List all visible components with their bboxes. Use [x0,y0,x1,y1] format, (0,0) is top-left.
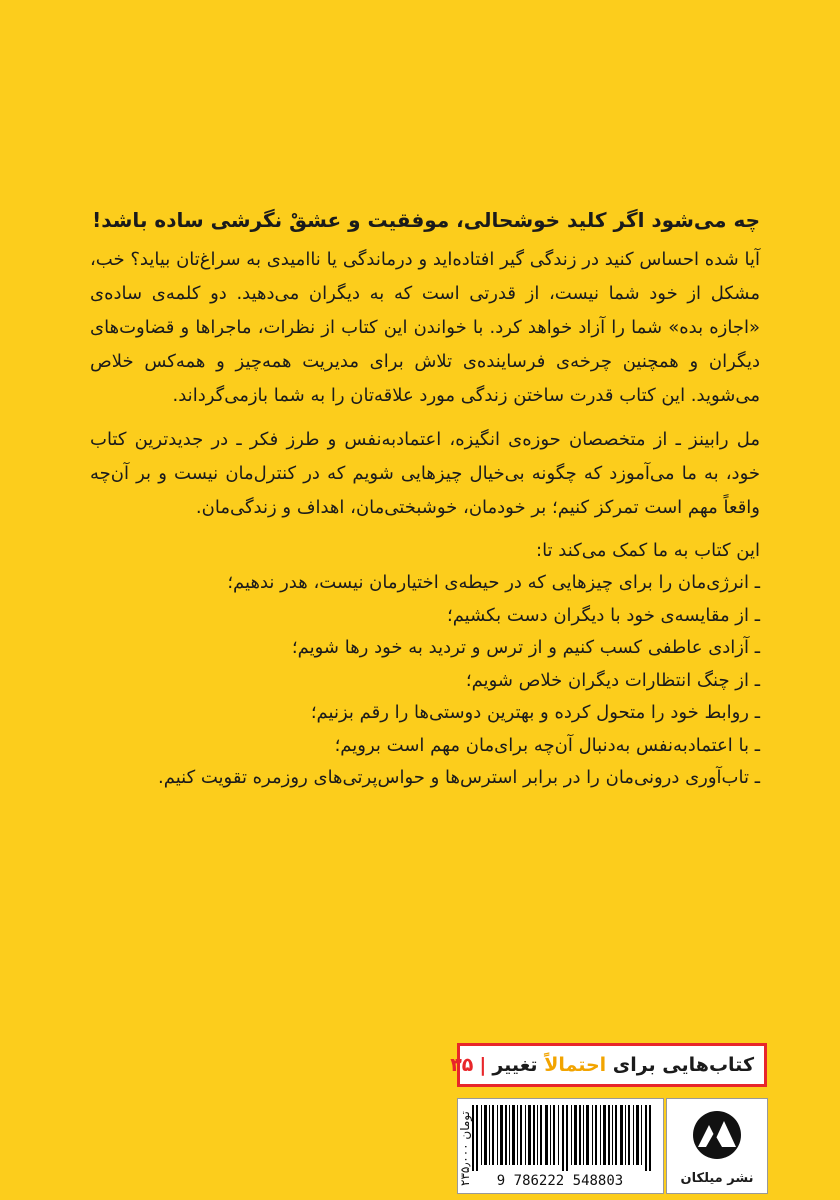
barcode-bars [472,1105,657,1171]
back-cover-text [90,205,760,795]
barcode-number: 9 786222 548803 [496,1173,624,1189]
barcode [457,1098,664,1194]
series-accent: احتمالاً [544,1054,607,1076]
headline: چه می‌شود اگر کلید خوشحالی، موفقیت و عشقْ نگرشی ساده باشد! [92,208,760,232]
benefit-list [90,567,760,795]
series-number: ۳۵ [450,1054,474,1076]
list-item: ـ آزادی عاطفی کسب کنیم و از ترس و تردید به خود رها شویم؛ [291,637,760,658]
paragraph-1: آیا شده احساس کنید در زندگی گیر افتاده‌اید و درماندگی یا ناامیدی به سراغ‌تان بیاید؟ خب، مشکل از خود شما نیست، از قدرتی است که به دیگران می‌دهید. دو کلمه‌ی ساده‌ی «اجازه بده» شما را آزاد خواهد کرد. با خواندن این کتاب از نظرات، ماجراها و قضاوت‌های دیگران و همچنین چرخه‌ی فرساینده‌ی تلاش برای مدیریت همه‌چیز و همه‌کس خلاص می‌شوید. این کتاب قدرت ساختن زندگی مورد علاقه‌تان را به شما بازمی‌گرداند. [90,249,760,406]
publisher-name: نشر میلکان [680,1171,754,1186]
series-suffix: تغییر [492,1054,538,1076]
paragraph-2: مل رابینز ـ از متخصصان حوزه‌ی انگیزه، اعتمادبه‌نفس و طرز فکر ـ در جدیدترین کتاب خود، به ما می‌آموزد که چگونه بی‌خیال چیزهایی شویم که در کنترل‌مان نیست و بر آن‌چه واقعاً مهم است تمرکز کنیم؛ بر خودمان، خوشبختی‌مان، اهداف و زندگی‌مان. [90,429,760,518]
list-item: ـ با اعتمادبه‌نفس به‌دنبال آن‌چه برای‌مان مهم است برویم؛ [334,734,760,756]
price-label: ۲۳۵٫۰۰۰ تومان [458,1111,472,1186]
list-item: ـ از چنگ انتظارات دیگران خلاص شویم؛ [465,669,760,691]
publisher-logo [666,1098,768,1194]
series-label [450,1043,767,1087]
series-separator: | [479,1054,487,1076]
list-item: ـ انرژی‌مان را برای چیزهایی که در حیطه‌ی اختیارمان نیست، هدر ندهیم؛ [227,572,760,593]
list-item: ـ روابط خود را متحول کرده و بهترین دوستی‌ها را رقم بزنیم؛ [310,702,760,723]
list-item: ـ تاب‌آوری درونی‌مان را در برابر استرس‌ها و حواس‌پرتی‌های روزمره تقویت کنیم. [158,767,760,788]
series-prefix: کتاب‌هایی برای [612,1054,754,1076]
list-intro: این کتاب به ما کمک می‌کند تا: [536,540,760,561]
list-item: ـ از مقایسه‌ی خود با دیگران دست بکشیم؛ [446,604,760,626]
mountain-logo-icon [692,1103,742,1167]
